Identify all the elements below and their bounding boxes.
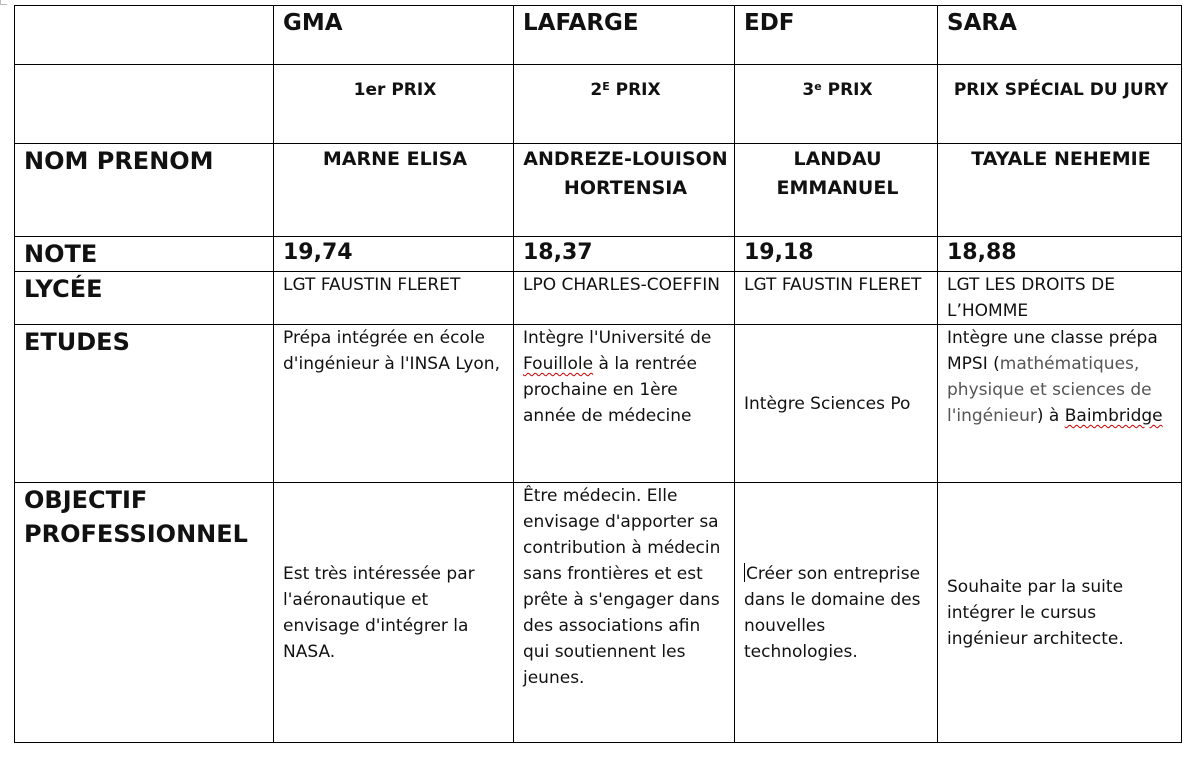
- etudes-text: Intègre l'Université de: [523, 328, 712, 348]
- row-header-etudes: ETUDES: [15, 325, 274, 483]
- prize-third-number: 3: [802, 80, 815, 100]
- objectif-text: Créer son entreprise dans le domaine des nouvelles technologies.: [744, 563, 921, 662]
- row-header-name: NOM PRENOM: [15, 144, 274, 237]
- note-value: 19,74: [274, 237, 514, 272]
- prize-first: 1er PRIX: [274, 65, 514, 144]
- prize-row: [15, 65, 1182, 144]
- lycee-value: LGT FAUSTIN FLERET: [735, 272, 938, 325]
- lycee-value: LGT FAUSTIN FLERET: [274, 272, 514, 325]
- laureate-name: TAYALE NEHEMIE: [938, 144, 1182, 237]
- empty-cell: [15, 6, 274, 65]
- company-edf: EDF: [735, 6, 938, 65]
- laureate-name: MARNE ELISA: [274, 144, 514, 237]
- spellcheck-word: Fouillole: [523, 354, 594, 374]
- etudes-value: Intègre Sciences Po: [735, 325, 938, 483]
- row-header-lycee: LYCÉE: [15, 272, 274, 325]
- name-row: [15, 144, 1182, 237]
- objectif-row: [15, 483, 1182, 743]
- etudes-text: ) à: [1036, 406, 1065, 426]
- prize-second-number: 2: [590, 80, 603, 100]
- etudes-value: Prépa intégrée en école d'ingénieur à l'INSA Lyon,: [274, 325, 514, 483]
- lycee-row: [15, 272, 1182, 325]
- etudes-value: [514, 325, 735, 483]
- note-row: [15, 237, 1182, 272]
- empty-cell: [15, 65, 274, 144]
- laureate-name: LANDAU EMMANUEL: [735, 144, 938, 237]
- prize-special-jury: PRIX SPÉCIAL DU JURY: [938, 65, 1182, 144]
- etudes-text: à la rentrée prochaine en 1ère année de médecine: [523, 354, 697, 426]
- etudes-text: Intègre une classe prépa MPSI (: [947, 328, 1158, 374]
- prize-second: [514, 65, 735, 144]
- objectif-value[interactable]: [735, 483, 938, 743]
- lycee-value: LGT LES DROITS DE L’HOMME: [938, 272, 1182, 325]
- prize-second-label: PRIX: [609, 80, 661, 100]
- etudes-value: [938, 325, 1182, 483]
- company-sara: SARA: [938, 6, 1182, 65]
- prize-third: [735, 65, 938, 144]
- laureates-table: [14, 5, 1182, 743]
- prize-second-ordinal: E: [602, 80, 610, 93]
- row-header-objectif: OBJECTIF PROFESSIONNEL: [15, 483, 274, 743]
- company-row: [15, 6, 1182, 65]
- prize-third-ordinal: e: [814, 80, 822, 93]
- company-gma: GMA: [274, 6, 514, 65]
- etudes-text-gray: mathématiques, physique et sciences de l'ingénieur: [947, 354, 1152, 426]
- objectif-value: Être médecin. Elle envisage d'apporter sa contribution à médecin sans frontières et est prête à s'engager dans des associations afin qui soutiennent les jeunes.: [514, 483, 735, 743]
- note-value: 19,18: [735, 237, 938, 272]
- objectif-value: Est très intéressée par l'aéronautique et envisage d'intégrer la NASA.: [274, 483, 514, 743]
- note-value: 18,37: [514, 237, 735, 272]
- objectif-value: Souhaite par la suite intégrer le cursus ingénieur architecte.: [938, 483, 1182, 743]
- text-cursor: [744, 563, 745, 582]
- row-header-note: NOTE: [15, 237, 274, 272]
- etudes-row: [15, 325, 1182, 483]
- laureate-name: ANDREZE-LOUISON HORTENSIA: [514, 144, 735, 237]
- prize-third-label: PRIX: [821, 80, 873, 100]
- note-value: 18,88: [938, 237, 1182, 272]
- lycee-value: LPO CHARLES-COEFFIN: [514, 272, 735, 325]
- spellcheck-word: Baimbridge: [1064, 406, 1163, 426]
- corner-mark: [0, 0, 7, 5]
- company-lafarge: LAFARGE: [514, 6, 735, 65]
